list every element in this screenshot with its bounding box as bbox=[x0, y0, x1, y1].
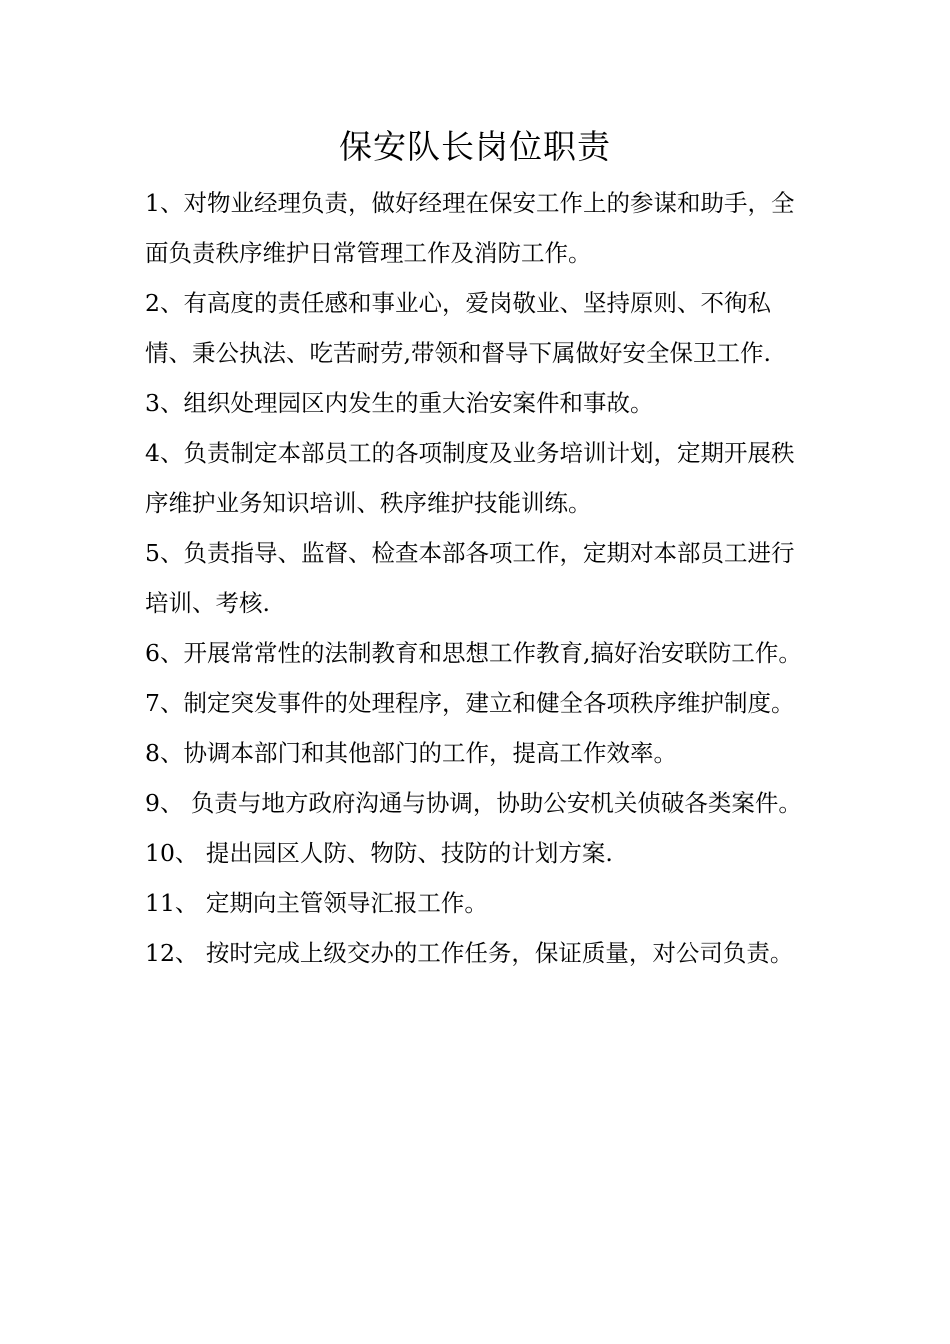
duty-item-7: 7、制定突发事件的处理程序，建立和健全各项秩序维护制度。 bbox=[145, 689, 795, 717]
duty-item-10: 10、 提出园区人防、物防、技防的计划方案. bbox=[145, 839, 613, 867]
document-title: 保安队长岗位职责 bbox=[339, 127, 611, 166]
duty-item-8: 8、协调本部门和其他部门的工作，提高工作效率。 bbox=[145, 739, 677, 767]
duty-item-11: 11、 定期向主管领导汇报工作。 bbox=[145, 889, 488, 917]
duty-item-6: 6、开展常常性的法制教育和思想工作教育,搞好治安联防工作。 bbox=[145, 639, 802, 667]
duty-item-5: 5、负责指导、监督、检查本部各项工作，定期对本部员工进行培训、考核. bbox=[145, 539, 795, 617]
duty-list bbox=[145, 178, 813, 978]
duty-item-1: 1、对物业经理负责，做好经理在保安工作上的参谋和助手，全面负责秩序维护日常管理工作及消防工作。 bbox=[145, 189, 795, 267]
duty-item-12: 12、 按时完成上级交办的工作任务，保证质量，对公司负责。 bbox=[145, 939, 794, 967]
duty-item-4: 4、负责制定本部员工的各项制度及业务培训计划，定期开展秩序维护业务知识培训、秩序维护技能训练。 bbox=[145, 439, 795, 517]
duty-item-9: 9、 负责与地方政府沟通与协调，协助公安机关侦破各类案件。 bbox=[145, 789, 802, 817]
duty-item-3: 3、组织处理园区内发生的重大治安案件和事故。 bbox=[145, 389, 654, 417]
duty-item-2: 2、有高度的责任感和事业心，爱岗敬业、坚持原则、不徇私情、秉公执法、吃苦耐劳,带领和督导下属做好安全保卫工作. bbox=[145, 289, 771, 367]
